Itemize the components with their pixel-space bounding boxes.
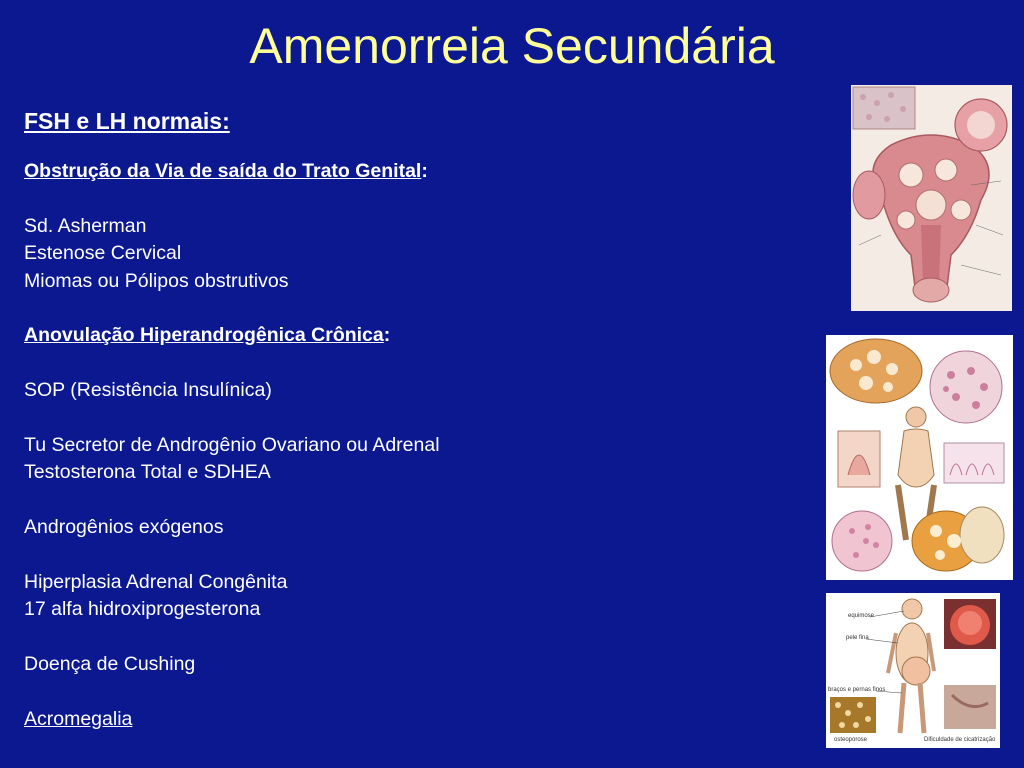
main-heading: FSH e LH normais:	[24, 108, 230, 134]
list-item: Hiperplasia Adrenal Congênita	[24, 570, 288, 593]
slide-content	[24, 104, 804, 733]
label-pele-fina: pele fina	[846, 635, 869, 641]
list-item: Doença de Cushing	[24, 653, 196, 676]
section1-title: Obstrução da Via de saída do Trato Genital	[24, 160, 422, 182]
section1-heading	[24, 158, 804, 185]
cushing-illustration	[826, 593, 1000, 748]
list-item: Miomas ou Pólipos obstrutivos	[24, 269, 289, 292]
label-cicatrizacao: Dificuldade de cicatrização	[924, 737, 996, 743]
section2-title: Anovulação Hiperandrogênica Crônica	[24, 324, 384, 347]
list-item: 17 alfa hidroxiprogesterona	[24, 598, 261, 621]
list-item: Sd. Asherman	[24, 214, 147, 237]
section1-colon: :	[421, 160, 428, 182]
pcos-illustration	[826, 335, 1013, 580]
list-item: Androgênios exógenos	[24, 516, 224, 539]
section2-colon: :	[383, 324, 391, 347]
acromegalia-link[interactable]: Acromegalia	[24, 707, 133, 730]
list-item: Tu Secretor de Androgênio Ovariano ou Adrenal	[24, 433, 440, 456]
list-item: SOP (Resistência Insulínica)	[24, 379, 272, 402]
slide-title: Amenorreia Secundária	[249, 18, 775, 74]
section2-heading	[24, 322, 804, 349]
uterus-fibroids-illustration	[851, 85, 1012, 311]
label-bracos-pernas: braços e pernas finos	[828, 687, 886, 693]
label-osteoporose: osteoporose	[834, 737, 868, 743]
label-equimose: equimose	[848, 613, 875, 619]
list-item: Testosterona Total e SDHEA	[24, 461, 271, 484]
list-item: Estenose Cervical	[24, 242, 182, 265]
